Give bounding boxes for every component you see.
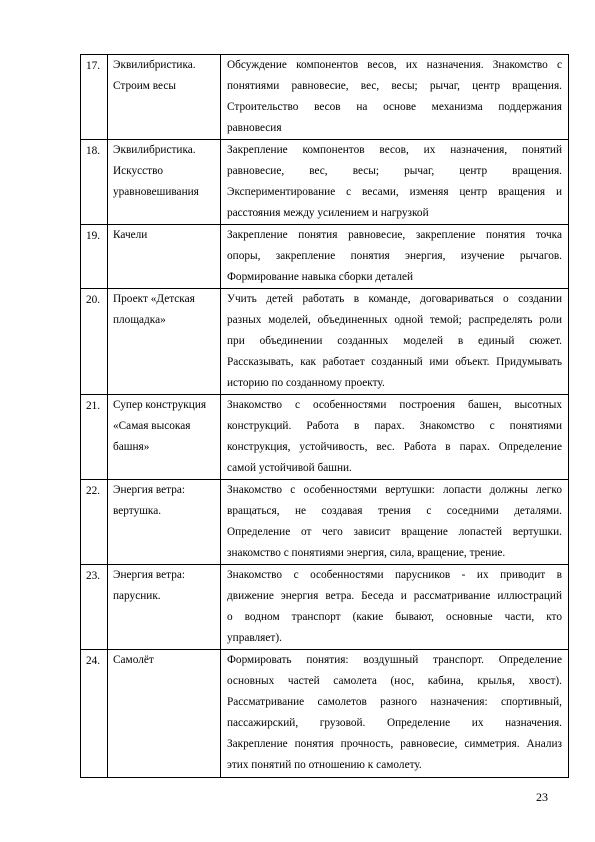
row-number: 18.: [81, 140, 108, 225]
row-topic: [108, 289, 221, 395]
description-line: конструкция, устойчивость, вес. Работа в парах. Определение: [227, 441, 562, 453]
description-line: Определение от чего зависит вращение лопастей вертушки.: [227, 526, 562, 538]
topic-line: Супер конструкция: [113, 399, 207, 411]
lesson-plan-body: [81, 55, 569, 778]
topic-line: площадка»: [113, 314, 166, 326]
description-line: разных моделей, объединенных одной темой; распределять роли: [227, 314, 562, 326]
topic-line: Строим весы: [113, 80, 176, 92]
table-row: [81, 650, 569, 778]
row-description: [221, 225, 569, 289]
row-topic: [108, 650, 221, 778]
row-number: 21.: [81, 395, 108, 480]
description-line: конструкций. Работа в парах. Знакомство с понятиями: [227, 420, 562, 432]
row-number: 24.: [81, 650, 108, 778]
description-line: Рассматривание самолетов разного назначения: спортивный,: [227, 696, 562, 708]
row-number: 20.: [81, 289, 108, 395]
description-line: при объединении созданных моделей в единый сюжет.: [227, 335, 562, 347]
description-line: пассажирский, грузовой. Определение их назначения.: [227, 717, 562, 729]
row-description: [221, 55, 569, 140]
description-line: основных частей самолета (нос, кабина, крылья, хвост).: [227, 675, 562, 687]
description-line: понятиями равновесие, вес, весы; рычаг, центр вращения.: [227, 80, 562, 92]
description-line: вращаться, не создавая трения с соседними деталями.: [227, 505, 562, 517]
topic-line: Энергия ветра:: [113, 484, 186, 496]
row-description: [221, 565, 569, 650]
topic-line: башня»: [113, 441, 150, 453]
row-topic: [108, 395, 221, 480]
table-row: [81, 55, 569, 140]
topic-line: Самолёт: [113, 654, 154, 666]
topic-line: Эквилибристика.: [113, 59, 196, 71]
description-line: движение энергия ветра. Беседа и рассматривание иллюстраций: [227, 590, 562, 602]
lesson-plan-table: [80, 54, 569, 778]
table-row: [81, 225, 569, 289]
row-topic: [108, 480, 221, 565]
description-line: Учить детей работать в команде, договариваться о создании: [227, 293, 562, 305]
topic-line: Энергия ветра:: [113, 569, 186, 581]
table-row: [81, 565, 569, 650]
row-topic: [108, 565, 221, 650]
description-line: Закрепление понятия прочность, равновесие, симметрия. Анализ: [227, 738, 562, 750]
description-line: управляет).: [227, 632, 282, 644]
description-line: Знакомство с особенностями построения башен, высотных: [227, 399, 562, 411]
page-number: 23: [536, 790, 548, 804]
description-line: этих понятий по отношению к самолету.: [227, 759, 422, 771]
topic-line: уравновешивания: [113, 186, 199, 198]
row-topic: [108, 55, 221, 140]
table-row: [81, 289, 569, 395]
description-line: Знакомство с особенностями парусников - их приводит в: [227, 569, 562, 581]
topic-line: парусник.: [113, 590, 161, 602]
topic-line: Проект «Детская: [113, 293, 195, 305]
description-line: Знакомство с особенностями вертушки: лопасти должны легко: [227, 484, 562, 496]
table-row: [81, 480, 569, 565]
topic-line: Искусство: [113, 165, 164, 177]
description-line: знакомство с понятиями энергия, сила, вращение, трение.: [227, 547, 506, 559]
row-number: 23.: [81, 565, 108, 650]
description-line: расстояния между усилением и нагрузкой: [227, 207, 429, 219]
topic-line: Качели: [113, 229, 148, 241]
description-line: Формировать понятия: воздушный транспорт. Определение: [227, 654, 562, 666]
description-line: Формирование навыка сборки деталей: [227, 271, 414, 283]
description-line: Экспериментирование с весами, изменяя центр вращения и: [227, 186, 562, 198]
description-line: Закрепление понятия равновесие, закрепление понятия точка: [227, 229, 562, 241]
description-line: опоры, закрепление понятия энергия, изучение рычагов.: [227, 250, 562, 262]
row-description: [221, 395, 569, 480]
description-line: историю по созданному проекту.: [227, 377, 385, 389]
description-line: Строительство весов на основе механизма поддержания: [227, 101, 562, 113]
table-row: [81, 395, 569, 480]
row-number: 17.: [81, 55, 108, 140]
description-line: равновесие, вес, весы; рычаг, центр вращения.: [227, 165, 562, 177]
description-line: Рассказывать, как работает созданный ими объект. Придумывать: [227, 356, 562, 368]
row-number: 19.: [81, 225, 108, 289]
row-topic: [108, 140, 221, 225]
row-description: [221, 480, 569, 565]
description-line: Обсуждение компонентов весов, их назначения. Знакомство с: [227, 59, 562, 71]
table-row: [81, 140, 569, 225]
description-line: равновесия: [227, 122, 282, 134]
topic-line: «Самая высокая: [113, 420, 191, 432]
description-line: о водном транспорт (какие бывают, основные части, кто: [227, 611, 562, 623]
row-number: 22.: [81, 480, 108, 565]
description-line: Закрепление компонентов весов, их назначения, понятий: [227, 144, 562, 156]
row-topic: [108, 225, 221, 289]
row-description: [221, 650, 569, 778]
topic-line: вертушка.: [113, 505, 162, 517]
row-description: [221, 289, 569, 395]
description-line: самой устойчивой башни.: [227, 462, 352, 474]
row-description: [221, 140, 569, 225]
topic-line: Эквилибристика.: [113, 144, 196, 156]
